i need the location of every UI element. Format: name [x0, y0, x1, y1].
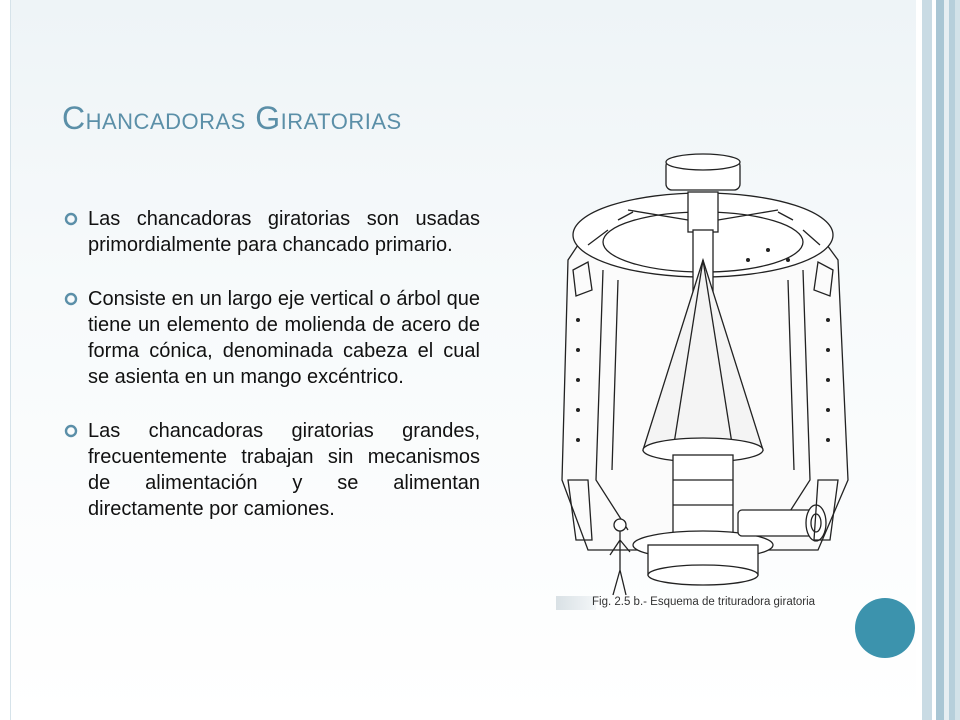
caption-shadow	[556, 596, 596, 610]
bullet-text: Las chancadoras giratorias grandes, frecuentemente trabajan sin mecanismos de alimentación y se alimentan directamente por camiones.	[88, 420, 480, 520]
decorative-stripes	[916, 0, 960, 720]
bullet-text: Las chancadoras giratorias son usadas primordialmente para chancado primario.	[88, 208, 480, 256]
bullet-item	[64, 206, 480, 258]
bullet-ring-icon	[64, 212, 78, 226]
bullet-ring-icon	[64, 424, 78, 438]
bullet-item	[64, 418, 480, 522]
slide-title: Chancadoras Giratorias	[62, 100, 402, 136]
figure-caption: Fig. 2.5 b.- Esquema de trituradora giratoria	[592, 596, 816, 608]
bullet-text: Consiste en un largo eje vertical o árbol que tiene un elemento de molienda de acero de forma cónica, denominada cabeza el cual se asienta en un mango excéntrico.	[88, 288, 480, 388]
bullet-list	[64, 206, 480, 550]
decorative-circle	[855, 598, 915, 658]
bullet-item	[64, 286, 480, 390]
gyratory-crusher-diagram	[548, 150, 858, 620]
bullet-ring-icon	[64, 292, 78, 306]
